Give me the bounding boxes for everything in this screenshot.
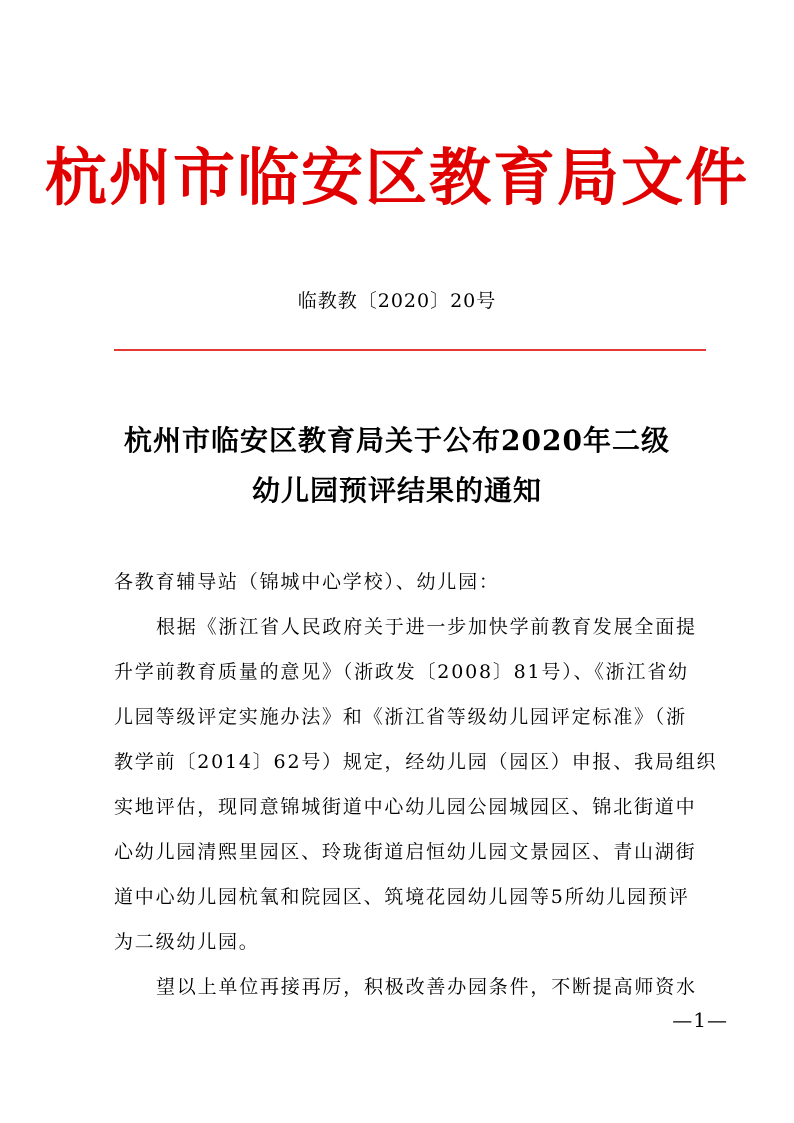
paragraph-1-line-6: 心幼儿园清熙里园区、玲珑街道启恒幼儿园文景园区、青山湖街 (114, 841, 697, 863)
page-number: —1— (672, 1008, 728, 1032)
salutation: 各教育辅导站（锦城中心学校）、幼儿园： (114, 571, 500, 593)
body-text (114, 560, 718, 1010)
red-divider-line (114, 349, 706, 351)
paragraph-2-line-1: 望以上单位再接再厉，积极改善办园条件，不断提高师资水 (156, 976, 697, 998)
paragraph-1-line-5: 实地评估，现同意锦城街道中心幼儿园公园城园区、锦北街道中 (114, 796, 697, 818)
paragraph-1-line-4: 教学前〔2014〕62号）规定，经幼儿园（园区）申报、我局组织 (114, 751, 718, 773)
paragraph-1-line-7: 道中心幼儿园杭氧和院园区、筑境花园幼儿园等5所幼儿园预评 (114, 886, 690, 908)
paragraph-1-line-8: 为二级幼儿园。 (114, 931, 260, 953)
notice-title-line-2: 幼儿园预评结果的通知 (251, 474, 542, 507)
paragraph-1-line-2: 升学前教育质量的意见》（浙政发〔2008〕81号）、《浙江省幼 (114, 661, 689, 683)
notice-title (0, 416, 794, 516)
document-number: 临教教〔2020〕20号 (297, 290, 497, 312)
paragraph-1-line-3: 儿园等级评定实施办法》和《浙江省等级幼儿园评定标准》（浙 (114, 706, 687, 728)
paragraph-1-line-1: 根据《浙江省人民政府关于进一步加快学前教育发展全面提 (156, 616, 697, 638)
header-title: 杭州市临安区教育局文件 (44, 141, 749, 214)
notice-title-line-1: 杭州市临安区教育局关于公布2020年二级 (124, 424, 670, 457)
